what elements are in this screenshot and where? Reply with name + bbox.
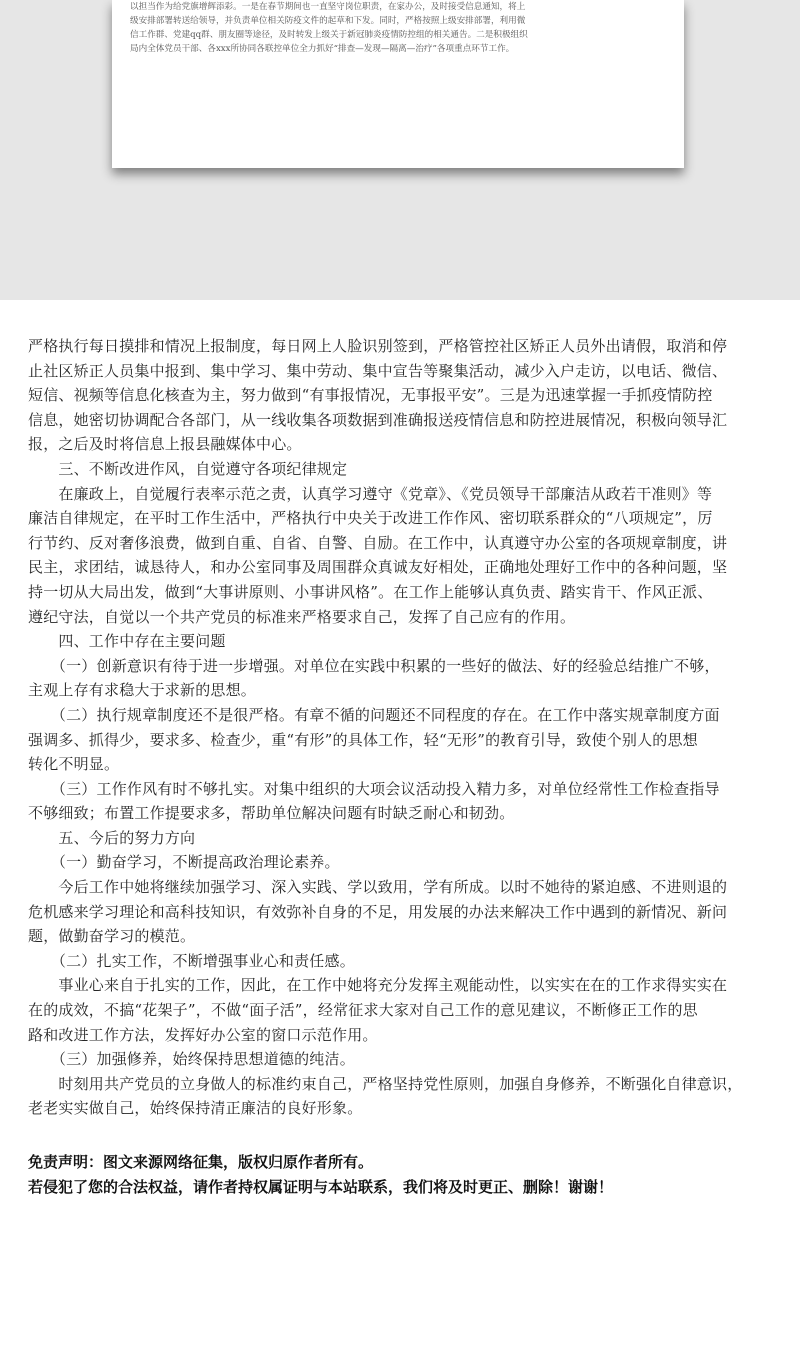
- section-heading: 五、今后的努力方向: [28, 828, 196, 847]
- preview-line: 以担当作为给党旗增辉添彩。一是在春节期间也一直坚守岗位职责，在家办公，及时接受信息通知，将上: [130, 2, 526, 12]
- disclaimer-line: 免责声明：图文来源网络征集，版权归原作者所有。: [28, 1153, 374, 1171]
- article-line: 严格执行每日摸排和情况上报制度，每日网上人脸识别签到，严格管控社区矫正人员外出请假，取消和停: [28, 337, 728, 355]
- preview-background: [0, 0, 800, 300]
- article-line: 在的成效，不搞“花架子”，不做“面子活”，经常征求大家对自己工作的意见建议，不断修正工作的思: [28, 1001, 698, 1020]
- article-line: 行节约、反对奢侈浪费，做到自重、自省、自警、自励。在工作中，认真遵守办公室的各项规章制度，讲: [28, 533, 728, 552]
- article-line: （一）创新意识有待于进一步增强。对单位在实践中积累的一些好的做法、好的经验总结推广不够，: [28, 656, 720, 675]
- article-line: 持一切从大局出发，做到“大事讲原则、小事讲风格”。在工作上能够认真负责、踏实肯干、作风正派、: [28, 582, 713, 601]
- article-line: 在廉政上，自觉履行表率示范之责，认真学习遵守《党章》、《党员领导干部廉洁从政若干准则》等: [28, 484, 713, 503]
- article-line: 遵纪守法，自觉以一个共产党员的标准来严格要求自己，发挥了自己应有的作用。: [28, 607, 576, 626]
- section-heading: 三、不断改进作风，自觉遵守各项纪律规定: [28, 459, 348, 478]
- article-line: 信息，她密切协调配合各部门，从一线收集各项数据到准确报送疫情信息和防控进展情况，积极向领导汇: [28, 410, 728, 429]
- subsection-heading: （三）加强修养，始终保持思想道德的纯洁。: [28, 1050, 355, 1069]
- article-line: 廉洁自律规定，在平时工作生活中，严格执行中央关于改进工作作风、密切联系群众的“八项规定”，厉: [28, 509, 713, 528]
- section-heading: 四、工作中存在主要问题: [28, 632, 226, 651]
- article-line: （二）执行规章制度还不是很严格。有章不循的问题还不同程度的存在。在工作中落实规章制度方面: [28, 705, 720, 724]
- disclaimer-block: [28, 1150, 774, 1200]
- article-line: 不够细致；布置工作提要求多，帮助单位解决问题有时缺乏耐心和韧劲。: [28, 804, 515, 823]
- subsection-heading: （一）勤奋学习，不断提高政治理论素养。: [28, 853, 340, 872]
- preview-line: 信工作群、党建qq群、朋友圈等途径，及时转发上级关于新冠肺炎疫情防控组的相关通告。二是积极组织: [130, 30, 528, 40]
- article-line: 题，做勤奋学习的模范。: [28, 927, 196, 946]
- document-page-preview: [112, 0, 684, 168]
- article-line: 时刻用共产党员的立身做人的标准约束自己，严格坚持党性原则，加强自身修养，不断强化自律意识，: [28, 1074, 743, 1093]
- article-line: 止社区矫正人员集中报到、集中学习、集中劳动、集中宣告等聚集活动，减少入户走访，以电话、微信、: [28, 361, 728, 380]
- article-line: 主观上存有求稳大于求新的思想。: [28, 681, 257, 700]
- article-line: 今后工作中她将继续加强学习、深入实践、学以致用，学有所成。以时不她待的紧迫感、不进则退的: [28, 878, 728, 897]
- article-line: （三）工作作风有时不够扎实。对集中组织的大项会议活动投入精力多，对单位经常性工作检查指导: [28, 779, 720, 798]
- article-line: 事业心来自于扎实的工作，因此，在工作中她将充分发挥主观能动性，以实实在在的工作求得实实在: [28, 976, 728, 995]
- article-line: 短信、视频等信息化核查为主，努力做到“有事报情况，无事报平安”。三是为迅速掌握一手抓疫情防控: [28, 386, 713, 405]
- article-line: 报，之后及时将信息上报县融媒体中心。: [28, 435, 302, 454]
- article-body: [28, 334, 774, 1121]
- preview-text-block: [130, 0, 660, 56]
- article-line: 强调多、抓得少，要求多、检查少，重“有形”的具体工作，轻“无形”的教育引导，致使个别人的思想: [28, 730, 698, 749]
- article-line: 转化不明显。: [28, 755, 120, 774]
- preview-line: 级安排部署转送给领导，并负责单位相关防疫文件的起草和下发。同时，严格按照上级安排部署，利用微: [130, 16, 526, 26]
- subsection-heading: （二）扎实工作，不断增强事业心和责任感。: [28, 951, 355, 970]
- article-line: 路和改进工作方法，发挥好办公室的窗口示范作用。: [28, 1025, 378, 1044]
- article-line: 民主，求团结，诚恳待人，和办公室同事及周围群众真诚友好相处，正确地处理好工作中的各种问题，坚: [28, 558, 728, 577]
- preview-line: 局内全体党员干部、各xxx所协同各联控单位全力抓好“排查—发现—隔离—治疗”各项重点环节工作。: [130, 44, 515, 54]
- article-line: 老老实实做自己，始终保持清正廉洁的良好形象。: [28, 1099, 363, 1118]
- article-line: 危机感来学习理论和高科技知识，有效弥补自身的不足，用发展的办法来解决工作中遇到的新情况、新问: [28, 902, 728, 921]
- disclaimer-line: 若侵犯了您的合法权益，请作者持权属证明与本站联系，我们将及时更正、删除！谢谢！: [28, 1178, 614, 1196]
